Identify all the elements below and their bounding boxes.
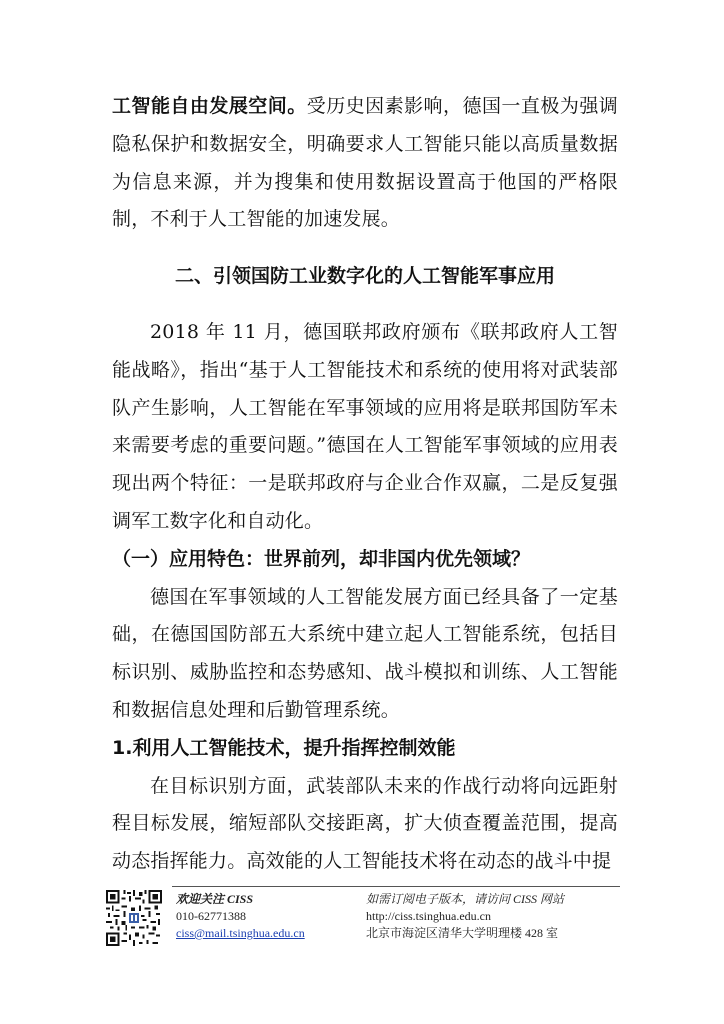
footer-follow-label: 欢迎关注 CISS [176, 892, 254, 906]
paragraph-strategy: 2018 年 11 月，德国联邦政府颁布《联邦政府人工智能战略》，指出“基于人工智能技术和系统的使用将对武装部队产生影响，人工智能在军事领域的应用将是联邦国防军未来需要考虑的重要问题。”德国在人工智能军事领域的应用表现出两个特征：一是联邦政府与企业合作双赢，二是反复强调军工数字化和自动化。 [112, 320, 618, 532]
paragraph-text: 受历史因素影响，德国一直极为强调隐私保护和数据安全，明确要求人工智能只能以高质量数据为信息来源，并为搜集和使用数据设置高于他国的严格限制，不利于人工智能的加速发展。 [112, 95, 618, 231]
footer-email-link[interactable]: ciss@mail.tsinghua.edu.cn [176, 926, 305, 940]
subheading-command-control: 1.利用人工智能技术，提升指挥控制效能 [112, 736, 456, 759]
paragraph-foundation: 德国在军事领域的人工智能发展方面已经具备了一定基础，在德国国防部五大系统中建立起人工智能系统，包括目标识别、威胁监控和态势感知、战斗模拟和训练、人工智能和数据信息处理和后勤管理系统。 [112, 585, 618, 721]
page-footer [104, 886, 620, 948]
footer-subscribe-text: 如需订阅电子版本，请访问 CISS 网站 [366, 892, 565, 906]
footer-address: 北京市海淀区清华大学明理楼 428 室 [366, 926, 559, 940]
footer-website-info [366, 891, 564, 942]
qr-code-icon [106, 890, 162, 946]
subheading-application-features: （一）应用特色：世界前列，却非国内优先领域？ [112, 547, 531, 570]
paragraph-target-recognition: 在目标识别方面，武装部队未来的作战行动将向远距射程目标发展，缩短部队交接距离，扩大侦查覆盖范围，提高动态指挥能力。高效能的人工智能技术将在动态的战斗中提 [112, 774, 618, 873]
paragraph-privacy [112, 88, 618, 239]
paragraph-lead-bold: 工智能自由发展空间。 [112, 95, 307, 117]
document-body [112, 88, 618, 881]
section-heading: 二、引领国防工业数字化的人工智能军事应用 [174, 265, 555, 288]
footer-divider [172, 886, 620, 887]
footer-contact [176, 891, 305, 942]
footer-website-link[interactable]: http://ciss.tsinghua.edu.cn [366, 909, 491, 923]
footer-phone: 010-62771388 [176, 909, 246, 923]
